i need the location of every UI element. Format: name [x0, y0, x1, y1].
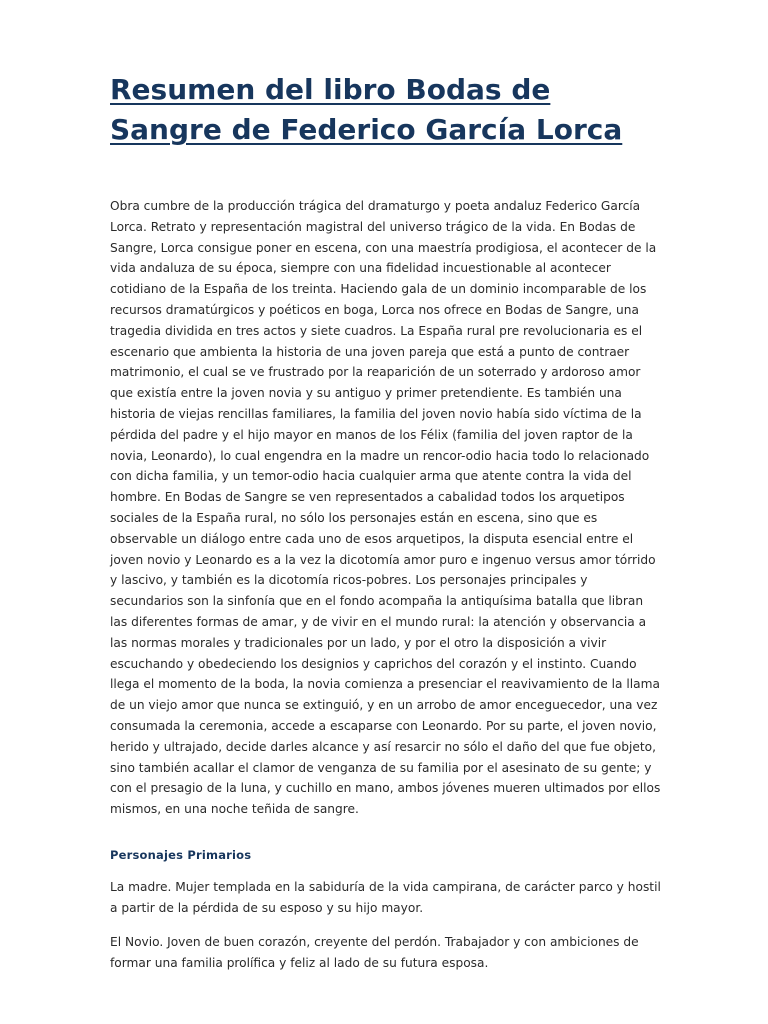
intro-paragraph: Obra cumbre de la producción trágica del dramaturgo y poeta andaluz Federico García Lorca. Retrato y representación magistral del universo trágico de la vida. En Bodas de Sangre, Lorca consigue poner en escena, con una maestría prodigiosa, el acontecer de la vida andaluza de su época, siempre con una fidelidad incuestionable al acontecer cotidiano de la España de los treinta. Haciendo gala de un dominio incomparable de los recursos dramatúrgicos y poéticos en boga, Lorca nos ofrece en Bodas de Sangre, una tragedia dividida en tres actos y siete cuadros. La España rural pre revolucionaria es el escenario que ambienta la historia de una joven pareja que está a punto de contraer matrimonio, el cual se ve frustrado por la reaparición de un soterrado y ardoroso amor que existía entre la joven novia y su antiguo y primer pretendiente. Es también una historia de viejas rencillas familiares, la familia del joven novio había sido víctima de la pérdida del padre y el hijo mayor en manos de los Félix (familia del joven raptor de la novia, Leonardo), lo cual engendra en la madre un rencor-odio hacia todo lo relacionado con dicha familia, y un temor-odio hacia cualquier arma que atente contra la vida del hombre. En Bodas de Sangre se ven representados a cabalidad todos los arquetipos sociales de la España rural, no sólo los personajes están en escena, sino que es observable un diálogo entre cada uno de esos arquetipos, la disputa esencial entre el joven novio y Leonardo es a la vez la dicotomía amor puro e ingenuo versus amor tórrido y lascivo, y también es la dicotomía ricos-pobres. Los personajes principales y secundarios son la sinfonía que en el fondo acompaña la antiquísima batalla que libran las diferentes formas de amar, y de vivir en el mundo rural: la atención y observancia a las normas morales y tradicionales por un lado, y por el otro la disposición a vivir escuchando y obedeciendo los designios y caprichos del corazón y el instinto. Cuando llega el momento de la boda, la novia comienza a presenciar el reavivamiento de la llama de un viejo amor que nunca se extinguió, y en un arrobo de amor enceguecedor, una vez consumada la ceremonia, accede a escaparse con Leonardo. Por su parte, el joven novio, herido y ultrajado, decide darles alcance y así resarcir no sólo el daño del que fue objeto, sino también acallar el clamor de venganza de su familia por el asesinato de su gente; y con el presagio de la luna, y cuchillo en mano, ambos jóvenes mueren ultimados por ellos mismos, en una noche teñida de sangre.: [110, 199, 661, 817]
document-title: Resumen del libro Bodas de Sangre de Federico García Lorca: [110, 73, 623, 146]
character-description-groom: El Novio. Joven de buen corazón, creyente del perdón. Trabajador y con ambiciones de formar una familia prolífica y feliz al lado de su futura esposa.: [110, 935, 639, 970]
character-description-mother: La madre. Mujer templada en la sabiduría de la vida campirana, de carácter parco y hostil a partir de la pérdida de su esposo y su hijo mayor.: [110, 880, 661, 915]
section-heading-primary-characters: Personajes Primarios: [110, 848, 252, 862]
